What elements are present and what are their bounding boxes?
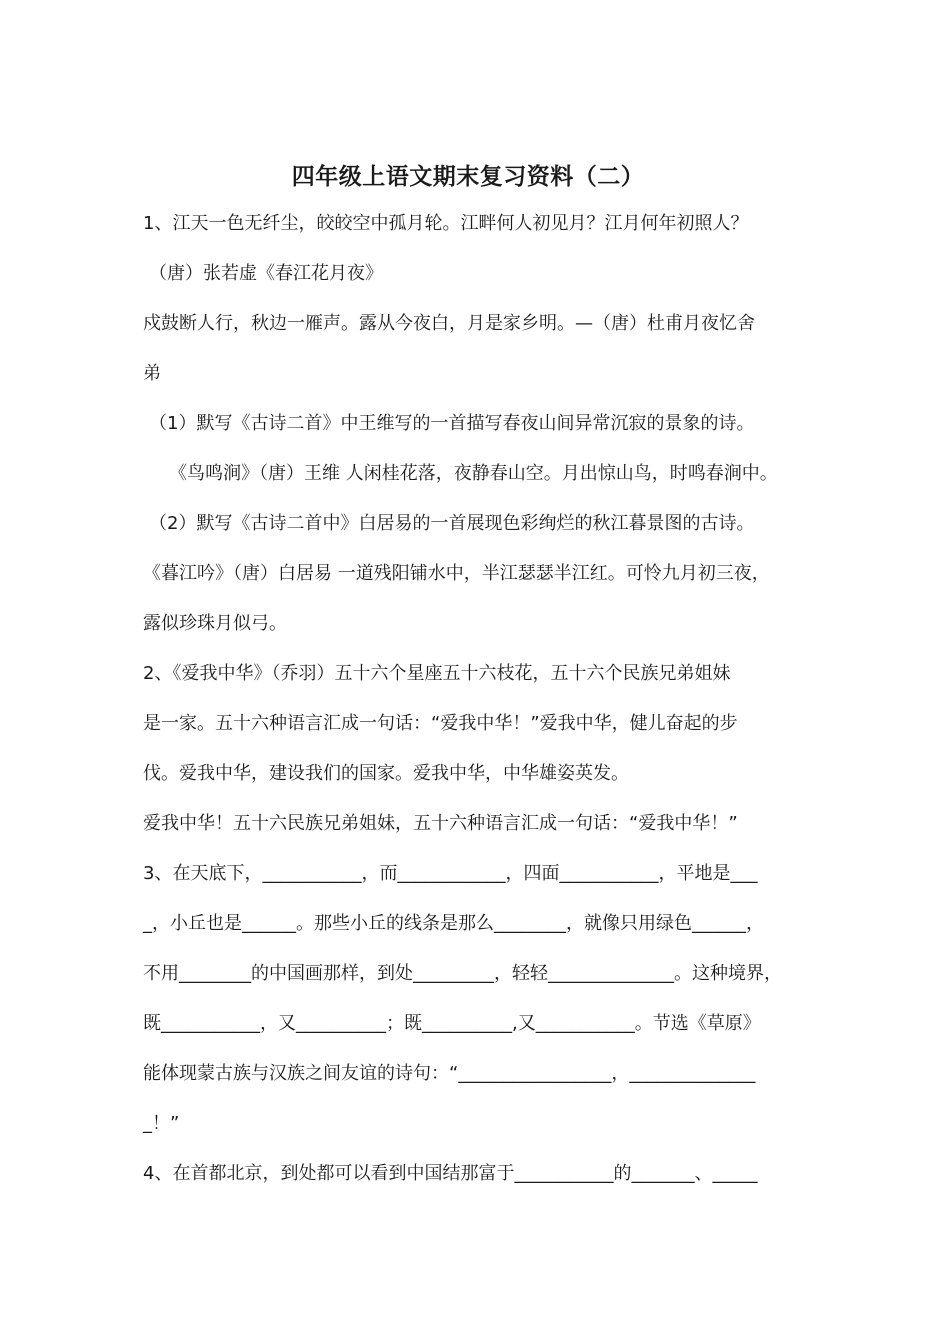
- body-line: _！”: [143, 1113, 180, 1134]
- body-line: 伐。爱我中华，建设我们的国家。爱我中华，中华雄姿英发。: [143, 763, 629, 784]
- body-line: 2、《爱我中华》（乔羽）五十六个星座五十六枝花，五十六个民族兄弟姐妹: [143, 663, 731, 684]
- body-line: 《暮江吟》（唐）白居易 一道残阳铺水中，半江瑟瑟半江红。可怜九月初三夜，: [143, 563, 770, 584]
- body-line: （唐）张若虚《春江花月夜》: [149, 263, 383, 284]
- body-line: 能体现蒙古族与汉族之间友谊的诗句：“_________________，______________: [143, 1063, 756, 1084]
- body-line: （2）默写《古诗二首中》白居易的一首展现色彩绚烂的秋江暮景图的古诗。: [149, 513, 755, 534]
- body-line: 是一家。五十六种语言汇成一句话：“爱我中华！”爱我中华，健儿奋起的步: [143, 713, 738, 734]
- body-line: 既___________，又__________；既__________,又___________。节选《草原》: [143, 1013, 761, 1034]
- body-line: 露似珍珠月似弓。: [143, 613, 287, 634]
- body-line: _，小丘也是______。那些小丘的线条是那么________，就像只用绿色______，: [143, 913, 764, 934]
- body-line: 3、在天底下，___________，而____________，四面___________，平地是___: [143, 863, 758, 884]
- body-line: 4、在首都北京，到处都可以看到中国结那富于___________的_______、_____: [143, 1163, 758, 1184]
- body-line: 弟: [143, 363, 161, 384]
- body-line: 戍鼓断人行，秋边一雁声。露从今夜白，月是家乡明。—（唐）杜甫月夜忆舍: [143, 313, 755, 334]
- body-line: 1、江天一色无纤尘，皎皎空中孤月轮。江畔何人初见月？江月何年初照人？: [143, 213, 749, 234]
- body-line: 《鸟鸣涧》（唐）王维 人闲桂花落，夜静春山空。月出惊山鸟，时鸣春涧中。: [169, 463, 778, 484]
- document-title: 四年级上语文期末复习资料（二）: [291, 164, 645, 190]
- document-body: [143, 207, 833, 1207]
- body-line: （1）默写《古诗二首》中王维写的一首描写春夜山间异常沉寂的景象的诗。: [149, 413, 755, 434]
- body-line: 爱我中华！五十六民族兄弟姐妹，五十六种语言汇成一句话：“爱我中华！”: [143, 813, 738, 834]
- body-line: 不用________的中国画那样，到处_________，轻轻______________。这种境界，: [143, 963, 782, 984]
